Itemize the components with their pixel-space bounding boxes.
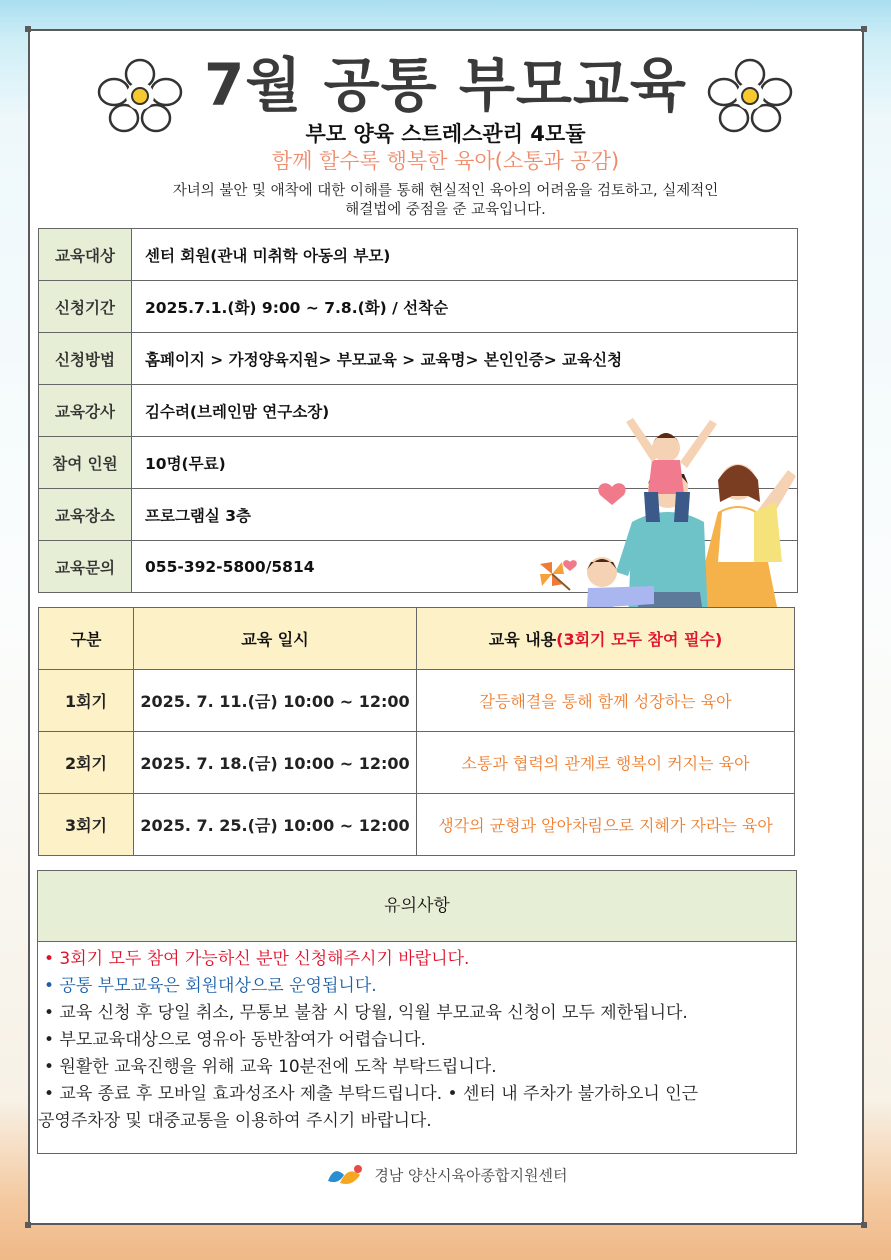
header-gubun: 구분 [39, 608, 134, 670]
info-value: 센터 회원(관내 미취학 아동의 부모) [132, 229, 798, 281]
frame-corner [861, 26, 867, 32]
info-value: 프로그램실 3층 [132, 489, 798, 541]
schedule-table [38, 607, 795, 856]
session-content: 생각의 균형과 알아차림으로 지혜가 자라는 육아 [417, 794, 795, 856]
header-date: 교육 일시 [134, 608, 417, 670]
note-item: • 원활한 교육진행을 위해 교육 10분전에 도착 부탁드립니다. [44, 1057, 497, 1077]
note-item: • 교육 신청 후 당일 취소, 무통보 불참 시 당월, 익월 부모교육 신청이 모두 제한됩니다. [44, 1003, 688, 1023]
intro-line: 자녀의 불안 및 애착에 대한 이해를 통해 현실적인 육아의 어려움을 검토하고, 실제적인 [172, 183, 719, 199]
info-label: 교육장소 [39, 489, 132, 541]
session-date: 2025. 7. 18.(금) 10:00 ~ 12:00 [134, 732, 417, 794]
info-value: 김수려(브레인맘 연구소장) [132, 385, 798, 437]
table-row [39, 670, 795, 732]
table-row [39, 794, 795, 856]
intro-text [60, 182, 831, 220]
table-row [39, 732, 795, 794]
info-label: 참여 인원 [39, 437, 132, 489]
subtitle-secondary: 함께 할수록 행복한 육아(소통과 공감) [271, 149, 620, 173]
info-value: 055-392-5800/5814 [132, 541, 798, 593]
info-row [39, 333, 798, 385]
frame-corner [861, 1222, 867, 1228]
header-content-label: 교육 내용 [488, 630, 557, 649]
page-title: 7월 공통 부모교육 [204, 51, 687, 119]
header-content-required: (3회기 모두 참여 필수) [556, 630, 723, 649]
info-label: 교육강사 [39, 385, 132, 437]
frame-corner [25, 26, 31, 32]
center-logo-icon [324, 1163, 366, 1189]
note-item: • 교육 종료 후 모바일 효과성조사 제출 부탁드립니다. • 센터 내 주차가 불가하오니 인근 [44, 1084, 699, 1104]
info-value: 홈페이지 > 가정양육지원> 부모교육 > 교육명> 본인인증> 교육신청 [132, 333, 798, 385]
session-content: 갈등해결을 통해 함께 성장하는 육아 [417, 670, 795, 732]
footer-org-name: 경남 양산시육아종합지원센터 [374, 1166, 568, 1185]
frame-corner [25, 1222, 31, 1228]
intro-line: 해결법에 중점을 준 교육입니다. [345, 202, 546, 218]
footer [0, 1163, 891, 1189]
notes-box [37, 941, 797, 1154]
note-item: 공영주차장 및 대중교통을 이용하여 주시기 바랍니다. [38, 1111, 432, 1131]
header-content [417, 608, 795, 670]
session-label: 2회기 [39, 732, 134, 794]
info-value: 10명(무료) [132, 437, 798, 489]
session-label: 3회기 [39, 794, 134, 856]
info-row [39, 281, 798, 333]
info-label: 교육대상 [39, 229, 132, 281]
session-label: 1회기 [39, 670, 134, 732]
family-illustration [540, 392, 825, 622]
note-item: • 부모교육대상으로 영유아 동반참여가 어렵습니다. [44, 1030, 426, 1050]
schedule-header-row [39, 608, 795, 670]
info-label: 신청기간 [39, 281, 132, 333]
info-value: 2025.7.1.(화) 9:00 ~ 7.8.(화) / 선착순 [132, 281, 798, 333]
session-date: 2025. 7. 25.(금) 10:00 ~ 12:00 [134, 794, 417, 856]
info-row [39, 229, 798, 281]
notes-heading: 유의사항 [37, 870, 797, 942]
session-content: 소통과 협력의 관계로 행복이 커지는 육아 [417, 732, 795, 794]
subtitle: 부모 양육 스트레스관리 4모듈 [305, 122, 586, 146]
info-label: 신청방법 [39, 333, 132, 385]
info-label: 교육문의 [39, 541, 132, 593]
note-item: • 3회기 모두 참여 가능하신 분만 신청해주시기 바랍니다. [44, 949, 470, 969]
session-date: 2025. 7. 11.(금) 10:00 ~ 12:00 [134, 670, 417, 732]
note-item: • 공통 부모교육은 회원대상으로 운영됩니다. [44, 976, 377, 996]
